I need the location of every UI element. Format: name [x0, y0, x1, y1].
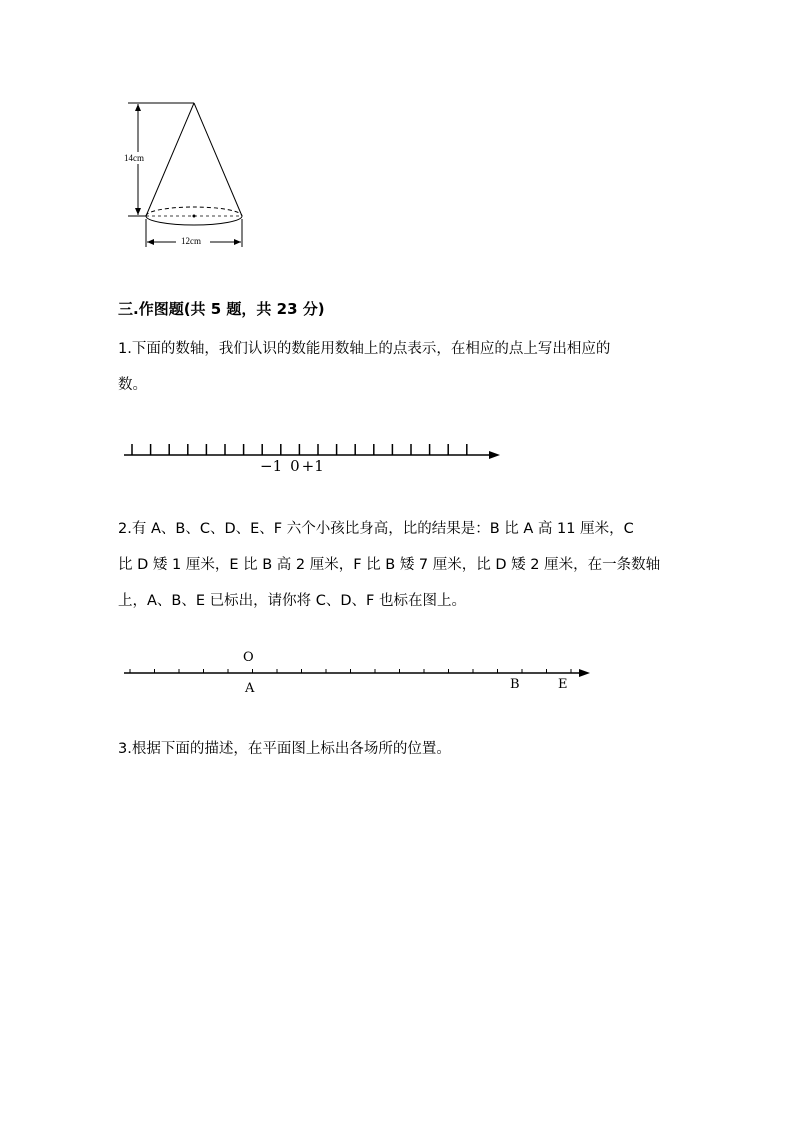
number-line-1-labels — [260, 457, 324, 475]
point-label-b: B — [510, 677, 520, 692]
tick-label-minus-one: −1 — [260, 457, 283, 475]
tick-label-plus-one: +1 — [301, 457, 324, 475]
question-number: 3. — [118, 741, 132, 757]
number-line-2 — [120, 662, 595, 684]
cone-figure — [118, 95, 258, 255]
question-text: 有 A、B、C、D、E、F 六个小孩比身高，比的结果是：B 比 A 高 11 厘米，C — [131, 521, 634, 537]
question-number: 2. — [118, 521, 132, 537]
question-text: 比 D 矮 1 厘米，E 比 B 高 2 厘米，F 比 B 矮 7 厘米，比 D 矮 2 厘米，在一条数轴 — [118, 557, 661, 573]
origin-label: O — [243, 650, 254, 665]
question-text: 上，A、B、E 已标出，请你将 C、D、F 也标在图上。 — [118, 593, 466, 609]
question-number: 1. — [118, 341, 132, 357]
section-heading: 三.作图题(共 5 题，共 23 分) — [118, 300, 325, 318]
question-text: 数。 — [118, 377, 147, 393]
point-label-e: E — [558, 677, 568, 692]
question-2 — [118, 511, 688, 619]
cone-height-label: 14cm — [124, 153, 144, 163]
point-label-a: A — [245, 681, 255, 696]
question-text: 根据下面的描述，在平面图上标出各场所的位置。 — [131, 741, 451, 757]
cone-diameter-label: 12cm — [181, 236, 201, 246]
question-text: 下面的数轴，我们认识的数能用数轴上的点表示，在相应的点上写出相应的 — [131, 341, 611, 357]
tick-label-zero: 0 — [290, 457, 300, 475]
number-line-1-ticks — [132, 444, 467, 455]
question-1 — [118, 331, 678, 403]
question-3 — [118, 731, 678, 767]
